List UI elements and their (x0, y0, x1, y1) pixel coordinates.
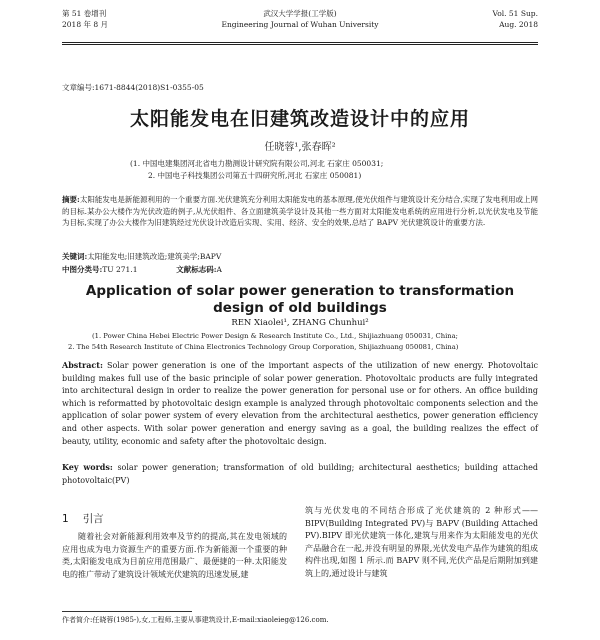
journal-name-en: Engineering Journal of Wuhan University (221, 20, 379, 29)
footnote-rule (62, 611, 192, 612)
header-center (62, 8, 538, 30)
classification-line (62, 264, 538, 275)
title-en (0, 283, 600, 317)
keywords-en-label: Key words: (62, 462, 113, 472)
header-date: 2018 年 8 月 (62, 20, 109, 29)
affiliation-en-2: 2. The 54th Research Institute of China Electronics Technology Group Corporation, Shijiazhuang 050081, China) (68, 343, 459, 351)
keywords-en (62, 461, 538, 487)
body-column-right: 筑与光伏发电的不同结合形成了光伏建筑的 2 种形式——BIPV(Building Integrated PV)与 BAPV (Building Attached PV).BIPV 即光伏建筑一体化,建筑与用来作为太阳能发电的光伏产品融合在一起,并没有明显的界限,光伏发电产品作为建筑的组成构件出现,如图 1 所示.而 BAPV 则不同,光伏产品是后期附加到建筑上的,通过设计与建筑 (305, 506, 538, 578)
header-rule-bottom (62, 44, 538, 45)
clc-label: 中图分类号: (62, 265, 103, 274)
abstract-en (62, 359, 538, 448)
abstract-cn (62, 194, 538, 229)
keywords-cn (62, 251, 538, 262)
affiliation-en-1: (1. Power China Hebei Electric Power Design & Research Institute Co., Ltd., Shijiazhuang 050031, China; (92, 332, 458, 340)
affiliation-cn-1: (1. 中国电建集团河北省电力勘测设计研究院有限公司,河北 石家庄 050031; (130, 159, 384, 168)
abstract-en-label: Abstract: (62, 360, 103, 370)
section-number: 1 (62, 513, 69, 525)
title-cn: 太阳能发电在旧建筑改造设计中的应用 (129, 108, 470, 130)
abstract-cn-label: 摘要: (62, 195, 80, 204)
title-en-line2: design of old buildings (213, 300, 387, 316)
section-title: 引言 (82, 513, 104, 525)
authors-en: REN Xiaolei¹, ZHANG Chunhui² (231, 318, 369, 328)
header-right (493, 8, 539, 30)
abstract-cn-text: 太阳能发电是新能源利用的一个重要方面.光伏建筑充分利用太阳能发电的基本原理,使光伏组件与建筑设计充分结合,实现了发电利用或上网的目标.某办公大楼作为光伏改造的例子,从光伏组件、各立面建筑美学设计及其他一些方面对太阳能发电系统的应用进行分析,以光伏发电及节能为目标,实现了办公大楼作为旧建筑经过光伏设计改造后实现、实用、经济、安全的效果,总结了 BAPV 光伏建筑设计的重要方法. (62, 195, 538, 228)
affiliation-cn-2: 2. 中国电子科技集团公司第五十四研究所,河北 石家庄 050081) (148, 171, 362, 180)
title-en-line1: Application of solar power generation to transformation (85, 283, 515, 299)
header-volume-en: Vol. 51 Sup. (492, 9, 538, 18)
article-number: 文章编号:1671-8844(2018)S1-0355-05 (62, 83, 204, 92)
journal-name-cn: 武汉大学学报(工学版) (263, 9, 337, 18)
abstract-en-text: Solar power generation is one of the important aspects of the utilization of new energy. Photovoltaic building makes full use of the basic principle of solar power generation. Photovoltaic products are fully integrated into architectural design in order to realize the power generation for personal use or for others. An office building which is reformatted by photovoltaic design example is analyzed through photovoltaic components selection and the application of solar power system of every elevation from the architectural aesthetics, power generation efficiency and other aspects. With solar power generation and energy saving as a goal, the building realizes the effect of beauty, utility, economic and safety after the photovoltaic design. (62, 361, 539, 446)
body-column-left: 随着社会对新能源利用效率及节约的提高,其在发电领域的应用也成为电力资源生产的重要方面.作为新能源一个重要的种类,太阳能发电成为目前应用范围最广、最便捷的一种.太阳能发电的推广带动了建筑设计领域光伏建筑的迅速发展,建 (62, 532, 287, 579)
header-rule-top (62, 42, 538, 43)
authors-cn: 任晓蓉¹,张春晖² (264, 142, 336, 153)
header-volume: 第 51 卷增刊 (62, 9, 107, 18)
section-heading (62, 511, 118, 526)
header-date-en: Aug. 2018 (499, 20, 538, 29)
clc-value: TU 271.1 (102, 265, 138, 274)
keywords-cn-label: 关键词: (62, 252, 88, 261)
keywords-cn-text: 太阳能发电;旧建筑改造;建筑美学;BAPV (87, 252, 222, 261)
keywords-en-text: solar power generation; transformation of old building; architectural aesthetics; building attached photovoltaic(PV) (62, 463, 538, 485)
doc-code-label: 文献标志码: (176, 265, 217, 274)
running-header (62, 8, 538, 40)
author-footnote: 作者简介:任晓蓉(1985-),女,工程师,主要从事建筑设计,E-mail:xiaoleieg@126.com. (62, 616, 329, 624)
doc-code-value: A (216, 265, 222, 274)
